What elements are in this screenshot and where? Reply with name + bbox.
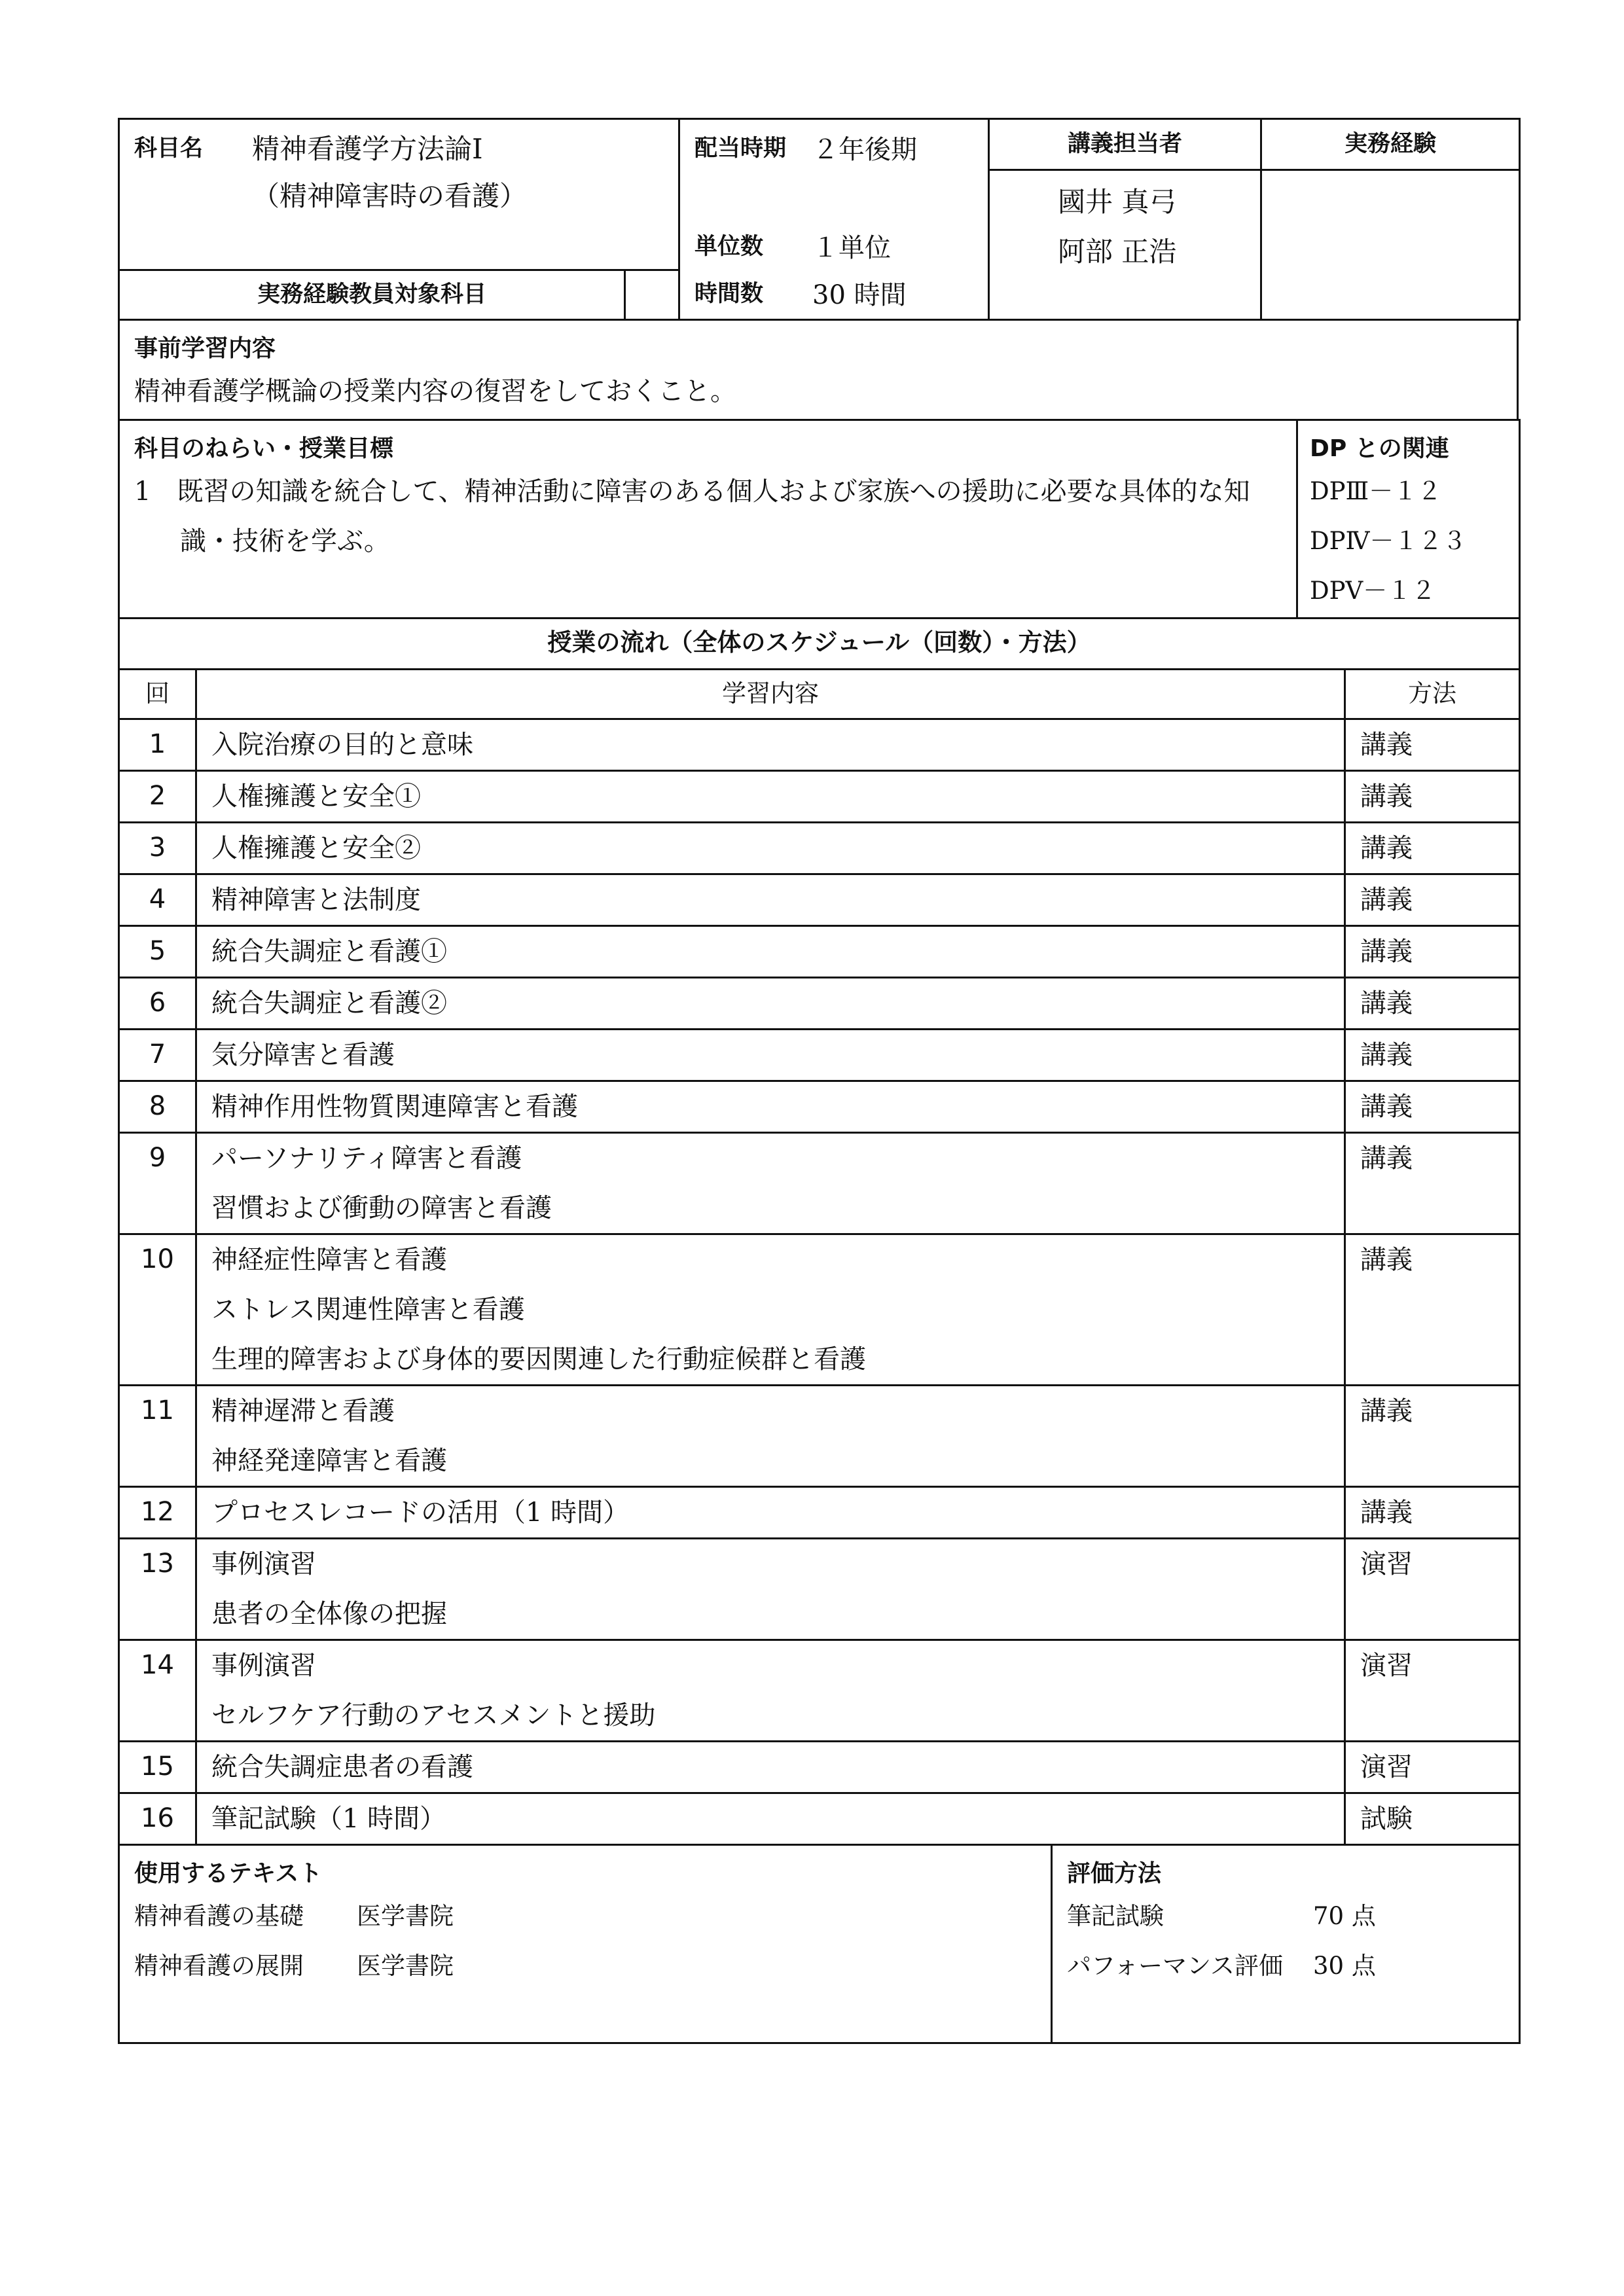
text-item [120, 1941, 1051, 1991]
session-content-line: 精神作用性物質関連障害と看護 [211, 1092, 578, 1122]
session-method [1345, 1539, 1520, 1640]
session-number: 9 [119, 1133, 196, 1234]
session-method-label: 演習 [1360, 1549, 1413, 1579]
experience-label: 実務経験 [1261, 119, 1520, 170]
session-content [196, 1234, 1345, 1386]
session-number: 13 [119, 1539, 196, 1640]
session-method-label: 講義 [1360, 1245, 1413, 1275]
aims-table [118, 419, 1521, 619]
evaluation-score: 70 点 [1313, 1902, 1376, 1930]
schedule-row [119, 874, 1520, 926]
schedule-row [119, 1742, 1520, 1793]
experience-target-checkbox [625, 270, 679, 320]
schedule-body [119, 719, 1520, 1845]
evaluation-item [1053, 1941, 1519, 1991]
session-method [1345, 1030, 1520, 1081]
session-content-line: 事例演習 [211, 1549, 316, 1579]
session-method-label: 講義 [1360, 1396, 1413, 1426]
session-method-label: 講義 [1360, 1040, 1413, 1070]
lecturers-cell [989, 170, 1261, 320]
session-method-label: 講義 [1360, 781, 1413, 812]
session-number: 1 [119, 719, 196, 771]
session-content [196, 1133, 1345, 1234]
prelearning-table [118, 319, 1519, 421]
session-content-line: セルフケア行動のアセスメントと援助 [211, 1700, 656, 1731]
dp-cell [1297, 420, 1520, 619]
schedule-row [119, 1487, 1520, 1539]
session-method-label: 演習 [1360, 1752, 1413, 1782]
evaluation-cell [1052, 1845, 1520, 2043]
session-number: 15 [119, 1742, 196, 1793]
schedule-row [119, 1133, 1520, 1234]
session-method [1345, 926, 1520, 978]
session-method [1345, 1793, 1520, 1845]
hours-label: 時間数 [695, 281, 764, 307]
session-method [1345, 1081, 1520, 1133]
subject-name: 精神看護学方法論Ⅰ [252, 133, 483, 165]
dp-title: DP との関連 [1310, 435, 1449, 462]
session-number: 14 [119, 1640, 196, 1742]
aims-line-2: 識・技術を学ぶ。 [180, 526, 390, 556]
schedule-row [119, 1539, 1520, 1640]
session-number: 11 [119, 1386, 196, 1487]
dp-list [1298, 467, 1519, 616]
session-content [196, 978, 1345, 1030]
session-method [1345, 1386, 1520, 1487]
session-number: 6 [119, 978, 196, 1030]
session-content-line: 神経症性障害と看護 [211, 1245, 447, 1275]
session-method-label: 講義 [1360, 1498, 1413, 1528]
session-content [196, 719, 1345, 771]
schedule-row [119, 978, 1520, 1030]
session-content-line: ストレス関連性障害と看護 [211, 1295, 525, 1325]
term-label: 配当時期 [695, 135, 787, 162]
schedule-table [118, 617, 1521, 1846]
session-content [196, 823, 1345, 874]
session-method-label: 講義 [1360, 730, 1413, 760]
aims-title: 科目のねらい・授業目標 [134, 435, 394, 462]
session-method-label: 演習 [1360, 1651, 1413, 1681]
session-content [196, 1030, 1345, 1081]
session-content-line: 精神障害と法制度 [211, 885, 421, 915]
term-units-cell [679, 119, 989, 320]
session-method-label: 講義 [1360, 1092, 1413, 1122]
schedule-row [119, 1793, 1520, 1845]
schedule-row [119, 1081, 1520, 1133]
col-content-header: 学習内容 [196, 670, 1345, 719]
session-method [1345, 874, 1520, 926]
session-number: 2 [119, 771, 196, 823]
lecturer-2: 阿部 正浩 [1058, 236, 1177, 268]
text-name: 精神看護の展開 [134, 1952, 304, 1980]
dp-item: DPⅢ－１２ [1310, 477, 1442, 505]
session-content [196, 1539, 1345, 1640]
session-content-line: 精神遅滞と看護 [211, 1396, 395, 1426]
schedule-row [119, 1640, 1520, 1742]
text-name: 精神看護の基礎 [134, 1902, 304, 1930]
session-method [1345, 1640, 1520, 1742]
dp-item: DPⅤ－１２ [1310, 577, 1436, 605]
subject-label: 科目名 [134, 135, 204, 162]
session-content-line: 生理的障害および身体的要因関連した行動症候群と看護 [211, 1344, 866, 1374]
aims-line-1: 1 既習の知識を統合して、精神活動に障害のある個人および家族への援助に必要な具体的な知 [134, 476, 1250, 507]
experience-target-label: 実務経験教員対象科目 [119, 270, 625, 320]
experience-cell [1261, 170, 1520, 320]
session-number: 4 [119, 874, 196, 926]
units-value: １単位 [812, 233, 891, 263]
session-method-label: 講義 [1360, 1143, 1413, 1174]
dp-item: DPⅣ－１２３ [1310, 527, 1467, 555]
texts-cell [119, 1845, 1052, 2043]
aims-cell [119, 420, 1297, 619]
session-method [1345, 771, 1520, 823]
session-content-line: 入院治療の目的と意味 [211, 730, 473, 760]
lecturer-label: 講義担当者 [989, 119, 1261, 170]
bottom-table [118, 1844, 1521, 2044]
term-value: ２年後期 [812, 135, 917, 165]
session-content-line: 気分障害と看護 [211, 1040, 395, 1070]
session-content-line: 統合失調症患者の看護 [211, 1752, 473, 1782]
schedule-row [119, 719, 1520, 771]
session-method [1345, 1742, 1520, 1793]
session-method-label: 講義 [1360, 833, 1413, 863]
text-publisher: 医学書院 [357, 1952, 454, 1980]
text-publisher: 医学書院 [357, 1902, 454, 1930]
session-method [1345, 1133, 1520, 1234]
session-method [1345, 719, 1520, 771]
session-content-line: 人権擁護と安全② [211, 833, 421, 863]
subject-cell [119, 119, 679, 270]
session-content-line: 習慣および衝動の障害と看護 [211, 1193, 552, 1223]
syllabus-sheet [118, 118, 1519, 2044]
lecturer-1: 國井 真弓 [1058, 186, 1177, 218]
prelearning-title: 事前学習内容 [134, 335, 276, 362]
session-content-line: 事例演習 [211, 1651, 316, 1681]
session-content [196, 1487, 1345, 1539]
session-number: 12 [119, 1487, 196, 1539]
session-number: 5 [119, 926, 196, 978]
session-number: 8 [119, 1081, 196, 1133]
col-no-header: 回 [119, 670, 196, 719]
session-method [1345, 823, 1520, 874]
session-method [1345, 1487, 1520, 1539]
units-label: 単位数 [695, 234, 764, 260]
schedule-title: 授業の流れ（全体のスケジュール（回数）・方法） [119, 619, 1520, 670]
session-content [196, 1742, 1345, 1793]
schedule-row [119, 823, 1520, 874]
prelearning-cell [119, 320, 1518, 420]
session-content-line: 人権擁護と安全① [211, 781, 421, 812]
evaluation-score: 30 点 [1313, 1952, 1376, 1980]
session-number: 10 [119, 1234, 196, 1386]
schedule-row [119, 926, 1520, 978]
schedule-row [119, 771, 1520, 823]
schedule-row [119, 1030, 1520, 1081]
session-content-line: 神経発達障害と看護 [211, 1446, 447, 1476]
session-content [196, 771, 1345, 823]
texts-title: 使用するテキスト [134, 1860, 323, 1887]
session-method [1345, 1234, 1520, 1386]
evaluation-name: 筆記試験 [1067, 1902, 1164, 1930]
col-method-header: 方法 [1345, 670, 1520, 719]
session-method [1345, 978, 1520, 1030]
text-item [120, 1892, 1051, 1941]
subject-subtitle: （精神障害時の看護） [252, 180, 528, 212]
session-content-line: 患者の全体像の把握 [211, 1599, 447, 1629]
session-content-line: パーソナリティ障害と看護 [211, 1143, 522, 1174]
evaluation-name: パフォーマンス評価 [1067, 1952, 1284, 1980]
prelearning-text: 精神看護学概論の授業内容の復習をしておくこと。 [134, 376, 736, 406]
session-method-label: 講義 [1360, 885, 1413, 915]
session-number: 7 [119, 1030, 196, 1081]
session-content [196, 1081, 1345, 1133]
evaluation-item [1053, 1892, 1519, 1941]
session-content-line: 統合失調症と看護① [211, 937, 447, 967]
header-table [118, 118, 1521, 321]
session-content-line: 統合失調症と看護② [211, 988, 447, 1018]
schedule-row [119, 1234, 1520, 1386]
session-content [196, 1640, 1345, 1742]
session-content-line: 筆記試験（1 時間） [211, 1804, 446, 1834]
session-content [196, 926, 1345, 978]
schedule-row [119, 1386, 1520, 1487]
session-content [196, 874, 1345, 926]
session-method-label: 講義 [1360, 937, 1413, 967]
session-number: 3 [119, 823, 196, 874]
session-method-label: 試験 [1360, 1804, 1413, 1834]
session-number: 16 [119, 1793, 196, 1845]
hours-value: 30 時間 [812, 280, 907, 310]
session-method-label: 講義 [1360, 988, 1413, 1018]
session-content [196, 1386, 1345, 1487]
evaluation-title: 評価方法 [1067, 1860, 1162, 1887]
session-content [196, 1793, 1345, 1845]
session-content-line: プロセスレコードの活用（1 時間） [211, 1498, 630, 1528]
